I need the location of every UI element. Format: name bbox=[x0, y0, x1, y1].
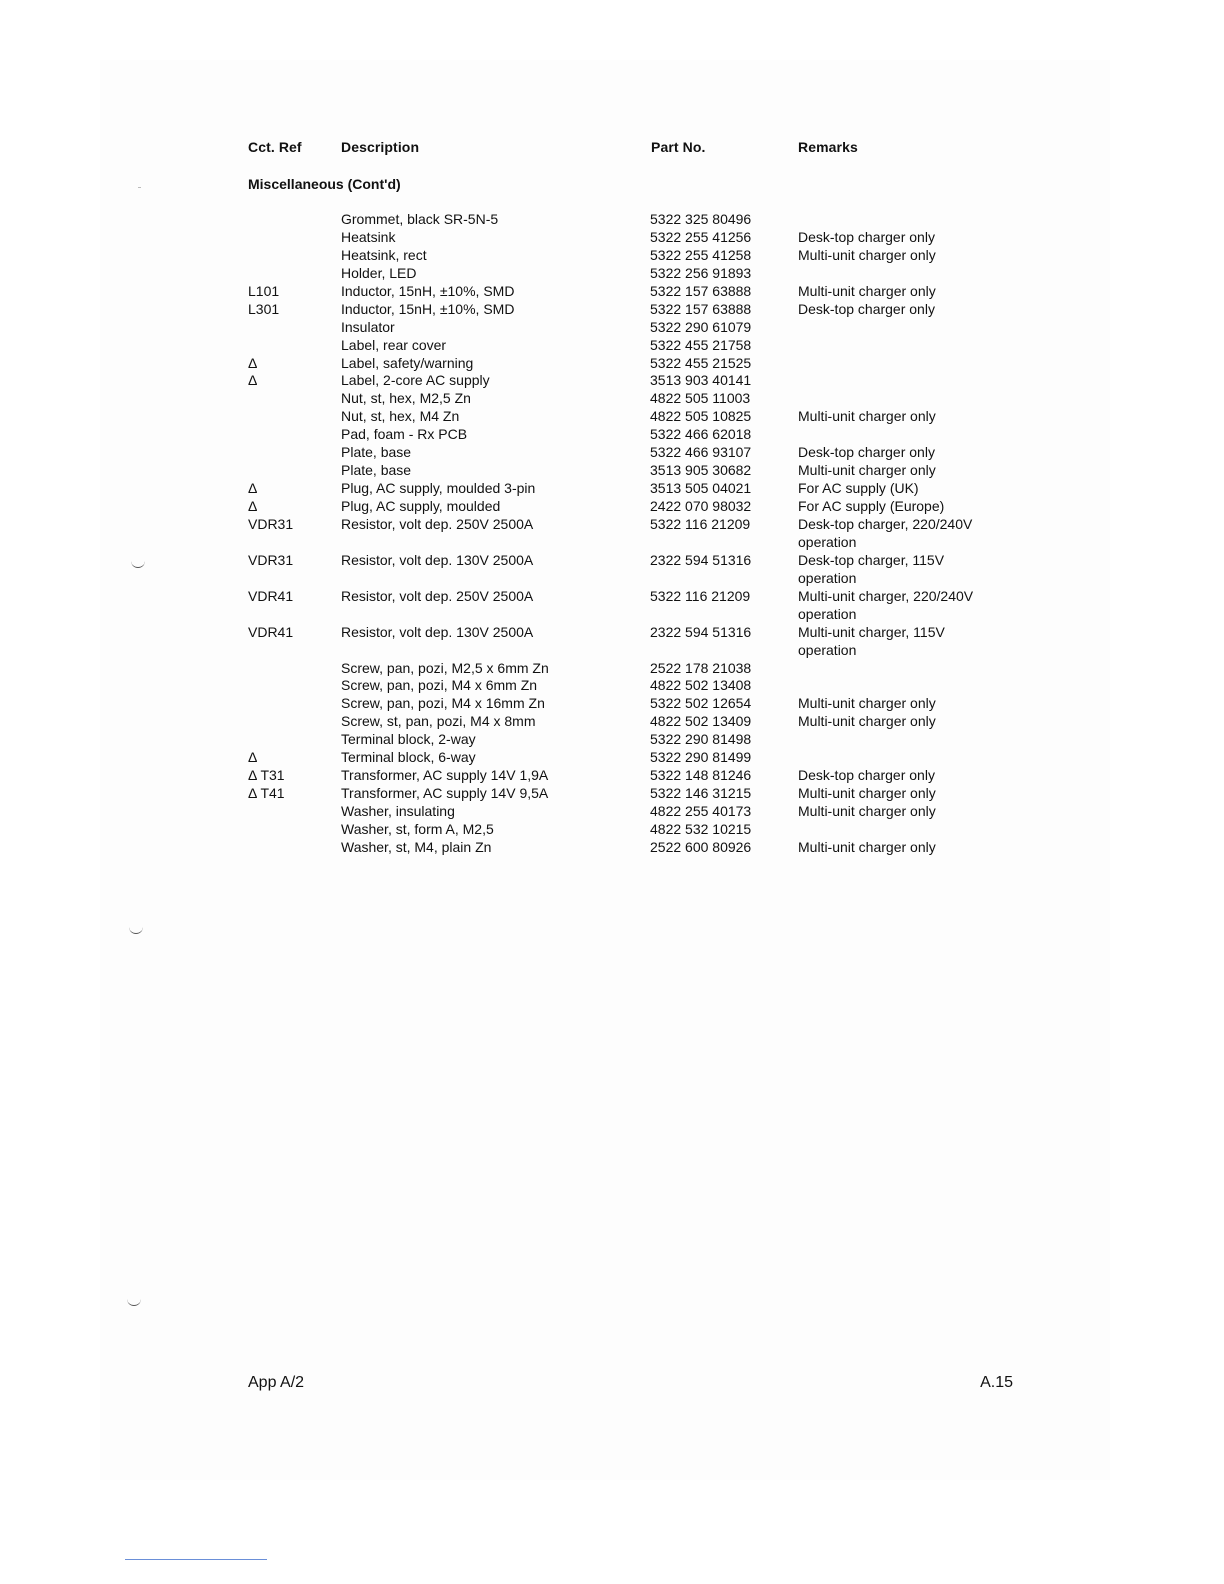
cell-remarks: For AC supply (UK) bbox=[798, 480, 919, 497]
cell-part-no: 5322 466 93107 bbox=[650, 444, 752, 461]
cell-part-no: 2422 070 98032 bbox=[650, 498, 752, 514]
table-row bbox=[0, 515, 1224, 551]
cell-cct-ref: Δ bbox=[248, 372, 258, 389]
parts-table bbox=[0, 210, 1224, 856]
table-row bbox=[0, 407, 1224, 425]
cell-part-no: 5322 455 21758 bbox=[650, 336, 752, 353]
table-row bbox=[0, 461, 1224, 479]
cell-part-no: 5322 256 91893 bbox=[650, 264, 752, 281]
table-row bbox=[0, 479, 1224, 497]
column-header-part-no: Part No. bbox=[651, 139, 706, 155]
cell-part-no: 2522 178 21038 bbox=[650, 659, 752, 676]
table-row bbox=[0, 264, 1224, 282]
section-title: Miscellaneous (Cont'd) bbox=[248, 176, 401, 192]
cell-description: Plug, AC supply, moulded bbox=[341, 498, 501, 514]
cell-part-no: 4822 502 13408 bbox=[650, 677, 752, 694]
table-row bbox=[0, 820, 1224, 838]
cell-remarks: Multi-unit charger, 115V bbox=[798, 623, 945, 640]
cell-remarks: Desk-top charger only bbox=[798, 767, 935, 784]
footer-appendix-label: App A/2 bbox=[248, 1374, 305, 1391]
table-row bbox=[0, 282, 1224, 300]
cell-part-no: 5322 146 31215 bbox=[650, 785, 752, 802]
cell-cct-ref: Δ bbox=[248, 354, 258, 371]
cell-cct-ref: Δ bbox=[248, 498, 258, 514]
cell-description: Label, 2-core AC supply bbox=[341, 372, 490, 389]
cell-part-no: 2322 594 51316 bbox=[650, 551, 752, 568]
cell-remarks-continued: operation bbox=[798, 533, 857, 550]
cell-remarks: For AC supply (Europe) bbox=[798, 498, 945, 514]
table-row bbox=[0, 838, 1224, 856]
cell-part-no: 4822 505 11003 bbox=[650, 390, 751, 407]
table-row bbox=[0, 389, 1224, 407]
cell-description: Grommet, black SR-5N-5 bbox=[341, 211, 499, 227]
cell-remarks: Multi-unit charger only bbox=[798, 838, 936, 855]
cell-remarks: Multi-unit charger only bbox=[798, 408, 936, 425]
cell-cct-ref: L101 bbox=[248, 282, 280, 299]
cell-description: Washer, st, M4, plain Zn bbox=[341, 838, 492, 855]
cell-description: Label, safety/warning bbox=[341, 354, 474, 371]
cell-part-no: 2522 600 80926 bbox=[650, 838, 752, 855]
cell-description: Nut, st, hex, M4 Zn bbox=[341, 408, 460, 425]
cell-cct-ref: VDR41 bbox=[248, 623, 294, 640]
cell-part-no: 3513 505 04021 bbox=[650, 480, 752, 497]
cell-part-no: 4822 505 10825 bbox=[650, 408, 752, 425]
cell-part-no: 5322 148 81246 bbox=[650, 767, 752, 784]
cell-remarks-continued: operation bbox=[798, 605, 857, 622]
cell-part-no: 4822 502 13409 bbox=[650, 713, 752, 730]
cell-description: Nut, st, hex, M2,5 Zn bbox=[341, 390, 471, 407]
cell-cct-ref: VDR41 bbox=[248, 587, 294, 604]
column-header-cct-ref: Cct. Ref bbox=[248, 139, 302, 155]
cell-description: Terminal block, 2-way bbox=[341, 731, 476, 748]
cell-cct-ref: Δ bbox=[248, 749, 258, 766]
cell-description: Screw, st, pan, pozi, M4 x 8mm bbox=[341, 713, 536, 730]
cell-remarks-continued: operation bbox=[798, 569, 857, 586]
cell-description: Plate, base bbox=[341, 444, 412, 461]
cell-remarks: Multi-unit charger only bbox=[798, 282, 936, 299]
cell-cct-ref: Δ T41 bbox=[248, 785, 285, 802]
column-header-description: Description bbox=[341, 139, 420, 155]
scan-speck bbox=[138, 187, 141, 188]
cell-description: Resistor, volt dep. 250V 2500A bbox=[341, 515, 534, 532]
cell-description: Washer, st, form A, M2,5 bbox=[341, 820, 494, 837]
cell-remarks: Desk-top charger, 220/240V bbox=[798, 515, 973, 532]
table-row bbox=[0, 551, 1224, 587]
cell-description: Resistor, volt dep. 130V 2500A bbox=[341, 623, 534, 640]
cell-description: Heatsink bbox=[341, 228, 396, 245]
cell-description: Plug, AC supply, moulded 3-pin bbox=[341, 480, 536, 497]
cell-part-no: 4822 532 10215 bbox=[650, 820, 752, 837]
cell-description: Resistor, volt dep. 130V 2500A bbox=[341, 551, 534, 568]
table-row bbox=[0, 784, 1224, 802]
cell-part-no: 5322 466 62018 bbox=[650, 426, 752, 443]
cell-part-no: 3513 905 30682 bbox=[650, 462, 752, 479]
cell-cct-ref: VDR31 bbox=[248, 551, 294, 568]
cell-part-no: 3513 903 40141 bbox=[650, 372, 752, 389]
cell-part-no: 5322 455 21525 bbox=[650, 354, 752, 371]
cell-part-no: 5322 116 21209 bbox=[650, 587, 751, 604]
table-row bbox=[0, 300, 1224, 318]
cell-description: Resistor, volt dep. 250V 2500A bbox=[341, 587, 534, 604]
cell-part-no: 5322 502 12654 bbox=[650, 695, 752, 712]
cell-description: Plate, base bbox=[341, 462, 412, 479]
cell-part-no: 5322 290 81498 bbox=[650, 731, 752, 748]
cell-remarks: Multi-unit charger, 220/240V bbox=[798, 587, 974, 604]
cell-remarks: Desk-top charger only bbox=[798, 444, 935, 461]
cell-description: Holder, LED bbox=[341, 264, 417, 281]
cell-cct-ref: Δ bbox=[248, 480, 258, 497]
cell-part-no: 5322 157 63888 bbox=[650, 300, 752, 317]
table-row bbox=[0, 425, 1224, 443]
cell-description: Screw, pan, pozi, M4 x 16mm Zn bbox=[341, 695, 545, 712]
cell-remarks: Desk-top charger, 115V bbox=[798, 551, 945, 568]
cell-part-no: 5322 290 61079 bbox=[650, 318, 752, 335]
cell-cct-ref: Δ T31 bbox=[248, 767, 285, 784]
table-row bbox=[0, 676, 1224, 694]
footer-page-number: A.15 bbox=[980, 1374, 1013, 1391]
cell-description: Heatsink, rect bbox=[341, 246, 427, 263]
table-row bbox=[0, 336, 1224, 354]
cell-description: Inductor, 15nH, ±10%, SMD bbox=[341, 300, 515, 317]
table-row bbox=[0, 766, 1224, 784]
cell-remarks: Multi-unit charger only bbox=[798, 246, 936, 263]
cell-remarks: Desk-top charger only bbox=[798, 300, 935, 317]
bottom-rule bbox=[125, 1559, 267, 1560]
table-row bbox=[0, 587, 1224, 623]
cell-description: Screw, pan, pozi, M2,5 x 6mm Zn bbox=[341, 659, 549, 676]
cell-description: Washer, insulating bbox=[341, 803, 455, 819]
cell-description: Screw, pan, pozi, M4 x 6mm Zn bbox=[341, 677, 538, 694]
cell-part-no: 5322 325 80496 bbox=[650, 211, 752, 227]
cell-remarks: Desk-top charger only bbox=[798, 228, 935, 245]
table-row bbox=[0, 246, 1224, 264]
table-row bbox=[0, 318, 1224, 336]
cell-description: Transformer, AC supply 14V 1,9A bbox=[341, 767, 549, 784]
cell-description: Inductor, 15nH, ±10%, SMD bbox=[341, 282, 515, 299]
table-row bbox=[0, 371, 1224, 389]
table-row bbox=[0, 210, 1224, 228]
table-row bbox=[0, 712, 1224, 730]
table-row bbox=[0, 228, 1224, 246]
table-row bbox=[0, 730, 1224, 748]
cell-remarks: Multi-unit charger only bbox=[798, 462, 936, 479]
table-row bbox=[0, 443, 1224, 461]
cell-remarks: Multi-unit charger only bbox=[798, 713, 936, 730]
table-row bbox=[0, 802, 1224, 820]
cell-remarks-continued: operation bbox=[798, 641, 857, 658]
cell-cct-ref: VDR31 bbox=[248, 515, 294, 532]
cell-remarks: Multi-unit charger only bbox=[798, 785, 936, 802]
cell-part-no: 4822 255 40173 bbox=[650, 803, 752, 819]
cell-description: Label, rear cover bbox=[341, 336, 447, 353]
table-row bbox=[0, 497, 1224, 515]
table-row bbox=[0, 694, 1224, 712]
table-row bbox=[0, 748, 1224, 766]
cell-remarks: Multi-unit charger only bbox=[798, 695, 936, 712]
cell-part-no: 5322 255 41256 bbox=[650, 228, 752, 245]
cell-remarks: Multi-unit charger only bbox=[798, 803, 936, 819]
column-header-remarks: Remarks bbox=[798, 139, 858, 155]
cell-description: Insulator bbox=[341, 318, 395, 335]
table-row bbox=[0, 659, 1224, 677]
cell-part-no: 5322 255 41258 bbox=[650, 246, 752, 263]
cell-part-no: 5322 157 63888 bbox=[650, 282, 752, 299]
cell-part-no: 5322 290 81499 bbox=[650, 749, 752, 766]
cell-description: Terminal block, 6-way bbox=[341, 749, 476, 766]
cell-cct-ref: L301 bbox=[248, 300, 280, 317]
cell-part-no: 5322 116 21209 bbox=[650, 515, 751, 532]
cell-description: Transformer, AC supply 14V 9,5A bbox=[341, 785, 549, 802]
cell-part-no: 2322 594 51316 bbox=[650, 623, 752, 640]
table-row bbox=[0, 354, 1224, 372]
table-row bbox=[0, 623, 1224, 659]
cell-description: Pad, foam - Rx PCB bbox=[341, 426, 468, 443]
